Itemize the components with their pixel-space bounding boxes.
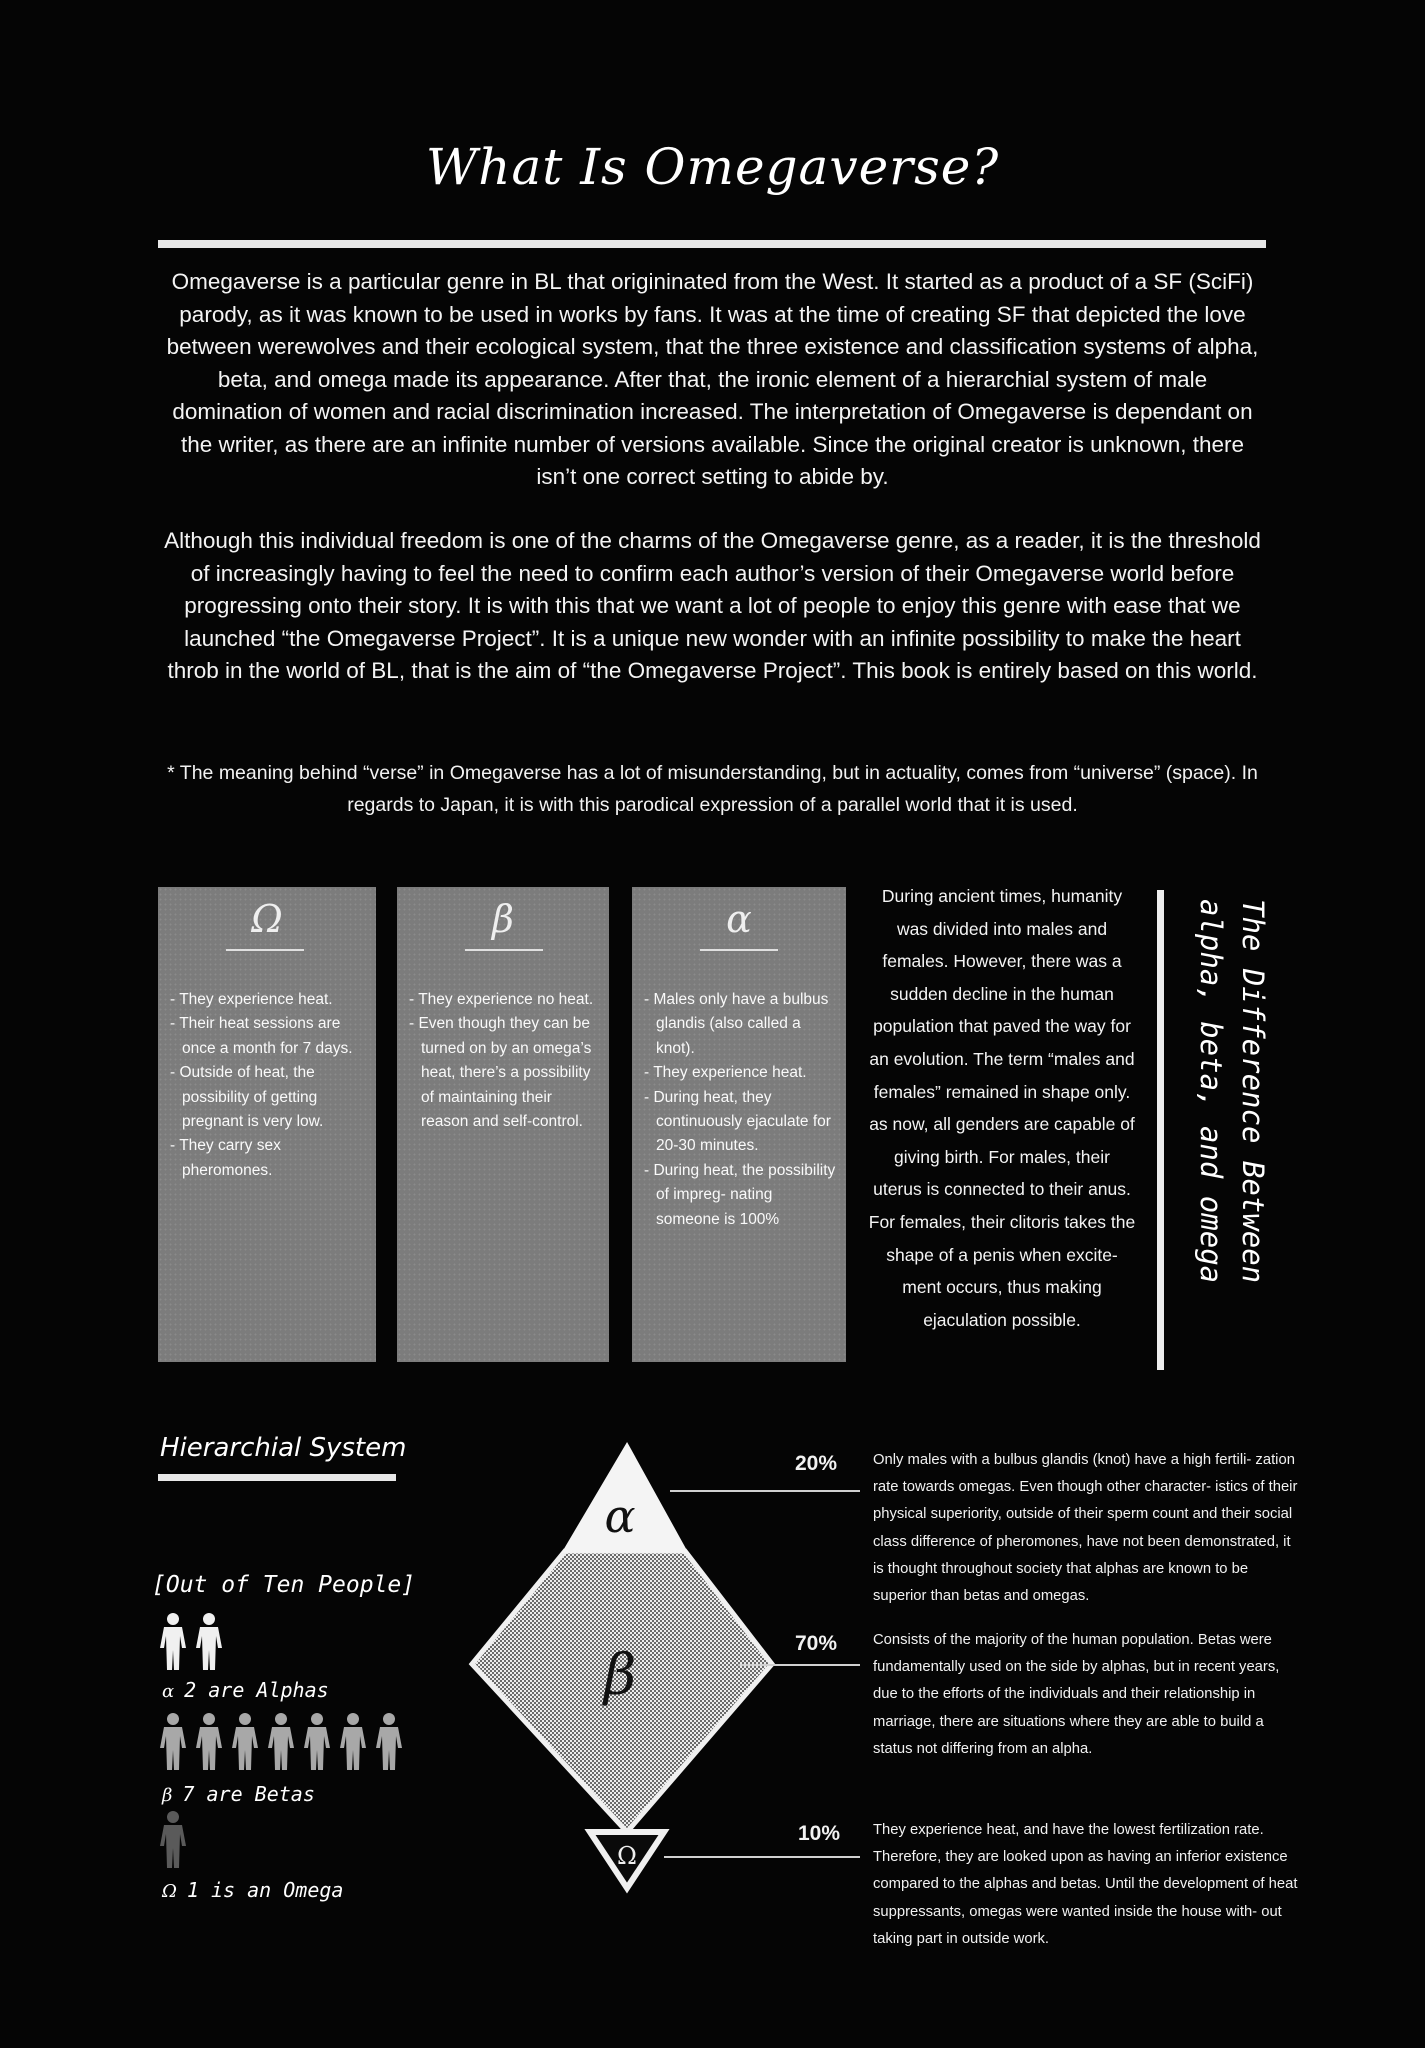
beta-count-symbol: β: [162, 1785, 173, 1806]
difference-title: [1175, 897, 1275, 1357]
beta-symbol-underline: [465, 949, 543, 951]
omega-count-text: 1 is an Omega: [186, 1878, 344, 1902]
beta-symbol: β: [492, 897, 514, 941]
hierarchy-subtitle: [Out of Ten People]: [152, 1572, 416, 1598]
beta-person-icon: [374, 1712, 404, 1777]
alpha-percent-line: [670, 1490, 860, 1492]
alpha-symbol-underline: [700, 949, 778, 951]
list-item: - They experience no heat.: [409, 988, 603, 1012]
beta-count-label: [162, 1782, 315, 1806]
beta-description: Consists of the majority of the human population. Betas were fundamentally used on the side by alphas, but in recent years, due to the efforts of the individuals and their relationship in marriage, there are situations where they are able to build a status not differing from an alpha.: [873, 1632, 1280, 1757]
difference-divider: [1157, 890, 1164, 1370]
hierarchy-title: Hierarchial System: [160, 1433, 407, 1463]
alpha-person-icon: [194, 1612, 224, 1677]
omega-symbol: Ω: [251, 897, 283, 941]
diagram-omega-symbol: Ω: [617, 1842, 637, 1870]
alpha-count-text: 2 are Alphas: [184, 1678, 329, 1702]
omega-panel: [158, 887, 376, 1362]
intro-paragraph-2: Although this individual freedom is one of the charms of the Omegaverse genre, as a reader, it is the threshold of increasingly having to feel the need to confirm each author’s version of their Omegaverse world before progressing onto their story. It is with this that we want a lot of people to enjoy this genre with ease that we launched “the Omegaverse Project”. It is a unique new wonder with an infinite possibility to make the heart throb in the world of BL, that is the aim of “the Omegaverse Project”. This book is entirely based on this world.: [164, 528, 1261, 683]
alpha-people-row: [158, 1612, 230, 1677]
intro-paragraph-1: Omegaverse is a particular genre in BL that origininated from the West. It started as a product of a SF (SciFi) parody, as it was known to be used in works by fans. It was at the time of creating SF that depicted the love between werewolves and their ecological system, that the three existence and classification systems of alpha, beta, and omega made its appearance. After that, the ironic element of a hierarchial system of male domination of women and racial discrimination increased. The interpretation of Omegaverse is dependant on the writer, as there are an infinite number of versions available. Since the original creator is unknown, there isn’t one correct setting to abide by.: [166, 269, 1259, 489]
hierarchy-title-underline: [158, 1474, 396, 1481]
alpha-trait-list: [644, 988, 840, 1232]
page-title: What Is Omegaverse?: [425, 138, 1000, 196]
alpha-description: Only males with a bulbus glandis (knot) have a high fertili- zation rate towards omegas. Even though other character- istics of their physical superiority, outside of their sperm count and their social class difference of pheromones, have not been demonstrated, it is thought throughout society that alphas are known to be superior than betas and omegas.: [873, 1452, 1298, 1605]
beta-percent-line: [738, 1664, 860, 1666]
beta-person-icon: [302, 1712, 332, 1777]
omega-percent-line: [664, 1856, 860, 1858]
diagram-alpha-symbol: α: [604, 1489, 636, 1543]
alpha-panel: [632, 887, 846, 1362]
list-item: - They carry sex pheromones.: [170, 1134, 370, 1183]
omega-count-label: [162, 1878, 343, 1902]
beta-count-text: 7 are Betas: [182, 1782, 315, 1806]
footnote: * The meaning behind “verse” in Omegaverse has a lot of misunderstanding, but in actuality, comes from “universe” (space). In regards to Japan, it is with this parodical expression of a parallel world that it is used.: [167, 762, 1258, 816]
alpha-count-symbol: α: [162, 1681, 175, 1702]
difference-title-line2: alpha, beta, and omega: [1194, 899, 1228, 1284]
alpha-count-label: [162, 1678, 329, 1702]
beta-people-row: [158, 1712, 410, 1777]
list-item: - During heat, the possibility of impreg- nating someone is 100%: [644, 1159, 840, 1232]
list-item: - During heat, they continuously ejaculate for 20-30 minutes.: [644, 1086, 840, 1159]
alpha-person-icon: [158, 1612, 188, 1677]
beta-trait-list: [409, 988, 603, 1134]
ancient-times-text: During ancient times, humanity was divided into males and females. However, there was a sudden decline in the human population that paved the way for an evolution. The term “males and females” remained in shape only. as now, all genders are capable of giving birth. For males, their uterus is connected to their anus. For females, their clitoris takes the shape of a penis when excite- ment occurs, thus making ejaculation possible.: [868, 886, 1136, 1330]
alpha-percent: 20%: [795, 1452, 838, 1475]
beta-person-icon: [266, 1712, 296, 1777]
list-item: - Males only have a bulbus glandis (also called a knot).: [644, 988, 840, 1061]
beta-panel: [397, 887, 609, 1362]
beta-person-icon: [338, 1712, 368, 1777]
omega-count-symbol: Ω: [162, 1881, 177, 1902]
list-item: - Even though they can be turned on by an omega’s heat, there’s a possibility of maintaining their reason and self-control.: [409, 1012, 603, 1134]
omega-trait-list: [170, 988, 370, 1183]
omega-people-row: [158, 1810, 194, 1875]
beta-percent: 70%: [795, 1632, 838, 1655]
difference-title-line1: The Difference Between: [1236, 899, 1270, 1284]
list-item: - Outside of heat, the possibility of getting pregnant is very low.: [170, 1061, 370, 1134]
beta-person-icon: [194, 1712, 224, 1777]
beta-person-icon: [230, 1712, 260, 1777]
hierarchy-diamond: [460, 1436, 790, 1901]
list-item: - Their heat sessions are once a month for 7 days.: [170, 1012, 370, 1061]
list-item: - They experience heat.: [170, 988, 370, 1012]
omega-percent: 10%: [798, 1822, 841, 1845]
alpha-symbol: α: [726, 897, 752, 941]
diagram-beta-symbol: β: [603, 1643, 637, 1708]
omega-symbol-underline: [226, 949, 304, 951]
omega-person-icon: [158, 1810, 188, 1875]
beta-person-icon: [158, 1712, 188, 1777]
title-divider: [158, 240, 1266, 248]
list-item: - They experience heat.: [644, 1061, 840, 1085]
omega-description: They experience heat, and have the lowest fertilization rate. Therefore, they are looked upon as having an inferior existence compared to the alphas and betas. Until the development of heat suppressants, omegas were wanted inside the house with- out taking part in outside work.: [873, 1822, 1298, 1947]
